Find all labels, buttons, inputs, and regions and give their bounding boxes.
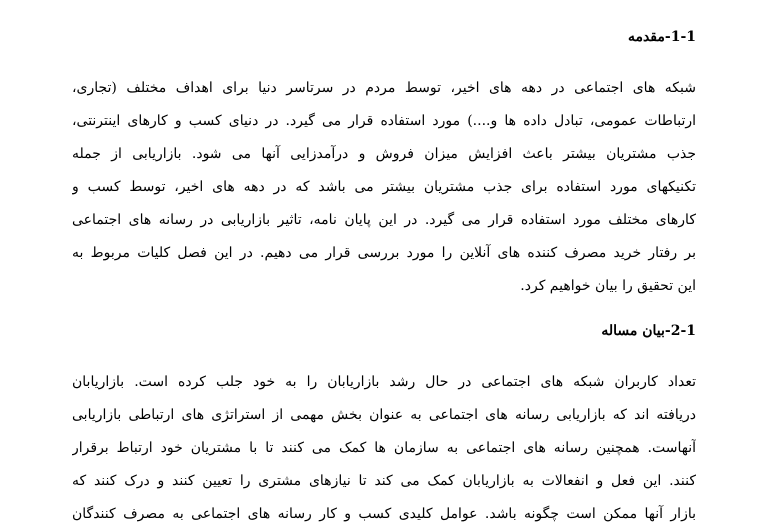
paragraph-line: تعداد کاربران شبکه های اجتماعی در حال رشد بازاریابان را به خود جلب کرده است. بازاریابان <box>72 374 696 390</box>
paragraph-line: کارهای مختلف مورد استفاده قرار می گیرد. در این پایان نامه، تاثیر بازاریابی در رسانه های اجتماعی <box>72 212 696 228</box>
section-heading-problem-statement: 2-1-بیان مساله <box>601 323 696 339</box>
paragraph-introduction <box>72 72 696 303</box>
paragraph-line: کنند. این فعل و انفعالات به بازاریابان کمک می کند تا نیازهای مشتری را تعیین کنند و درک کنند که <box>72 473 696 489</box>
paragraph-line: جذب مشتریان بیشتر باعث افزایش میزان فروش و درآمدزایی آنها می شود. بازاریابی از جمله <box>72 146 696 162</box>
section-heading-introduction: 1-1-مقدمه <box>627 29 696 45</box>
paragraph-line: دریافته اند که بازاریابی رسانه های اجتماعی به عنوان بخش مهمی از استراتژی های ارتباطی بازاریابی <box>72 407 696 423</box>
paragraph-line: بازار آنها ممکن است چگونه باشد. عوامل کلیدی کسب و کار رسانه های اجتماعی به مصرف کنندگان <box>72 506 696 522</box>
paragraph-line: آنهاست. همچنین رسانه های اجتماعی به سازمان ها کمک می کنند تا با مشتریان خود ارتباط برقرار <box>72 440 696 456</box>
paragraph-line: تکنیکهای مورد استفاده برای جذب مشتریان بیشتر می باشد که در دهه های اخیر، توسط کسب و <box>72 179 696 195</box>
paragraph-line: بر رفتار خرید مصرف کننده های آنلاین را مورد بررسی قرار می دهیم. در این فصل کلیات مربوط به <box>72 245 696 261</box>
paragraph-line: ارتباطات عمومی، تبادل داده ها و....) مورد استفاده قرار می گیرد. در دنیای کسب و کارهای اینترنتی، <box>72 113 696 129</box>
paragraph-problem-statement <box>72 366 696 531</box>
paragraph-line: شبکه های اجتماعی در دهه های اخیر، توسط مردم در سرتاسر دنیا برای اهداف مختلف (تجاری، <box>72 80 696 96</box>
paragraph-line: این تحقیق را بیان خواهیم کرد. <box>520 278 696 294</box>
